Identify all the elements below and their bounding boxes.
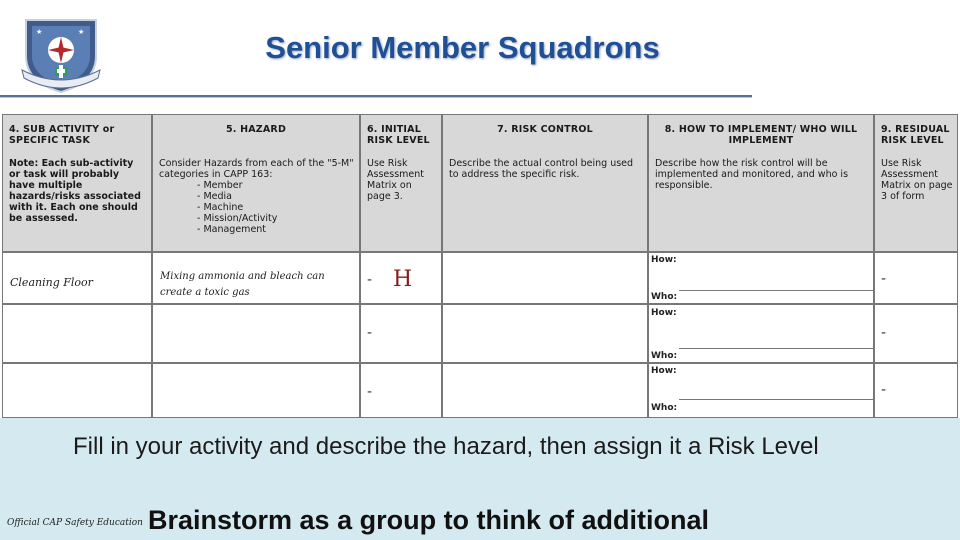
instruction-text: Fill in your activity and describe the hazard, then assign it a Risk Level bbox=[73, 433, 819, 460]
divider-shadow bbox=[0, 97, 752, 98]
header-col-risk-control bbox=[442, 114, 648, 252]
header-col-task-note: Note: Each sub-activity or task will probably have multiple hazards/risks associated with it. Each one should be assessed. bbox=[9, 158, 141, 224]
how-field[interactable] bbox=[679, 364, 873, 400]
table-row-3-task[interactable] bbox=[2, 363, 152, 418]
header-col-hazard bbox=[152, 114, 360, 252]
five-m-item: - Member bbox=[197, 180, 243, 191]
table-row-3-residual-risk[interactable] bbox=[874, 363, 958, 418]
header-col-risk-control-note: Describe the actual control being used to address the specific risk. bbox=[449, 158, 634, 180]
header-col-residual-risk bbox=[874, 114, 958, 252]
header-col-risk-control-title: 7. RISK CONTROL bbox=[497, 124, 593, 135]
footer-note: Official CAP Safety Education bbox=[7, 518, 143, 528]
residual-risk-dash: - bbox=[881, 325, 887, 341]
table-row-3-risk-control[interactable] bbox=[442, 363, 648, 418]
who-label: Who: bbox=[651, 292, 678, 302]
five-m-item: - Media bbox=[197, 191, 232, 202]
residual-risk-dash: - bbox=[881, 382, 887, 398]
how-label: How: bbox=[651, 308, 677, 318]
header-col-hazard-note-text: Consider Hazards from each of the "5-M" categories in CAPP 163: bbox=[159, 158, 354, 180]
residual-risk-dash: - bbox=[881, 271, 887, 287]
initial-risk-dash: - bbox=[367, 272, 373, 288]
svg-text:★: ★ bbox=[78, 28, 85, 36]
header-col-initial-risk-note: Use Risk Assessment Matrix on page 3. bbox=[367, 158, 424, 202]
table-row-2-task[interactable] bbox=[2, 304, 152, 363]
table-row-2-hazard[interactable] bbox=[152, 304, 360, 363]
header-col-initial-risk bbox=[360, 114, 442, 252]
five-m-item: - Management bbox=[197, 224, 267, 235]
task-text: Cleaning Floor bbox=[10, 276, 93, 289]
how-label: How: bbox=[651, 255, 677, 265]
header-col-implement-title: 8. HOW TO IMPLEMENT/ WHO WILL IMPLEMENT bbox=[664, 124, 858, 146]
header-col-implement bbox=[648, 114, 874, 252]
table-row-1-initial-risk[interactable] bbox=[360, 252, 442, 304]
initial-risk-dash: - bbox=[367, 325, 373, 341]
header-col-residual-risk-note: Use Risk Assessment Matrix on page 3 of form bbox=[881, 158, 953, 202]
header-col-task bbox=[2, 114, 152, 252]
table-row-1-risk-control[interactable] bbox=[442, 252, 648, 304]
table-row-3-implement[interactable] bbox=[648, 363, 874, 418]
table-row-1-task[interactable] bbox=[2, 252, 152, 304]
who-label: Who: bbox=[651, 351, 678, 361]
page-title: Senior Member Squadrons bbox=[265, 30, 660, 65]
header-col-task-title: 4. SUB ACTIVITY or SPECIFIC TASK bbox=[9, 124, 115, 146]
table-row-1-implement[interactable] bbox=[648, 252, 874, 304]
header-col-residual-risk-title: 9. RESIDUAL RISK LEVEL bbox=[881, 124, 950, 146]
table-row-2-residual-risk[interactable] bbox=[874, 304, 958, 363]
table-row-3-hazard[interactable] bbox=[152, 363, 360, 418]
how-field[interactable] bbox=[679, 305, 873, 349]
initial-risk-value: H bbox=[393, 267, 413, 292]
brainstorm-text: Brainstorm as a group to think of additional bbox=[148, 505, 710, 535]
header-col-hazard-title: 5. HAZARD bbox=[225, 124, 287, 135]
who-label: Who: bbox=[651, 403, 678, 413]
table-row-2-risk-control[interactable] bbox=[442, 304, 648, 363]
five-m-item: - Mission/Activity bbox=[197, 213, 278, 224]
five-m-list bbox=[197, 180, 355, 235]
header-col-initial-risk-title: 6. INITIAL RISK LEVEL bbox=[367, 124, 430, 146]
initial-risk-dash: - bbox=[367, 384, 373, 400]
header-col-implement-note: Describe how the risk control will be implemented and monitored, and who is responsible. bbox=[655, 158, 849, 191]
table-row-2-implement[interactable] bbox=[648, 304, 874, 363]
table-row-1-hazard[interactable] bbox=[152, 252, 360, 304]
table-row-3-initial-risk[interactable] bbox=[360, 363, 442, 418]
header-col-hazard-note bbox=[159, 158, 355, 235]
five-m-item: - Machine bbox=[197, 202, 244, 213]
table-row-1-residual-risk[interactable] bbox=[874, 252, 958, 304]
risk-assessment-table bbox=[0, 112, 960, 418]
table-row-2-initial-risk[interactable] bbox=[360, 304, 442, 363]
hazard-text: Mixing ammonia and bleach can create a toxic gas bbox=[160, 271, 325, 298]
svg-text:★: ★ bbox=[36, 28, 43, 36]
how-label: How: bbox=[651, 366, 677, 376]
how-field[interactable] bbox=[679, 253, 873, 291]
